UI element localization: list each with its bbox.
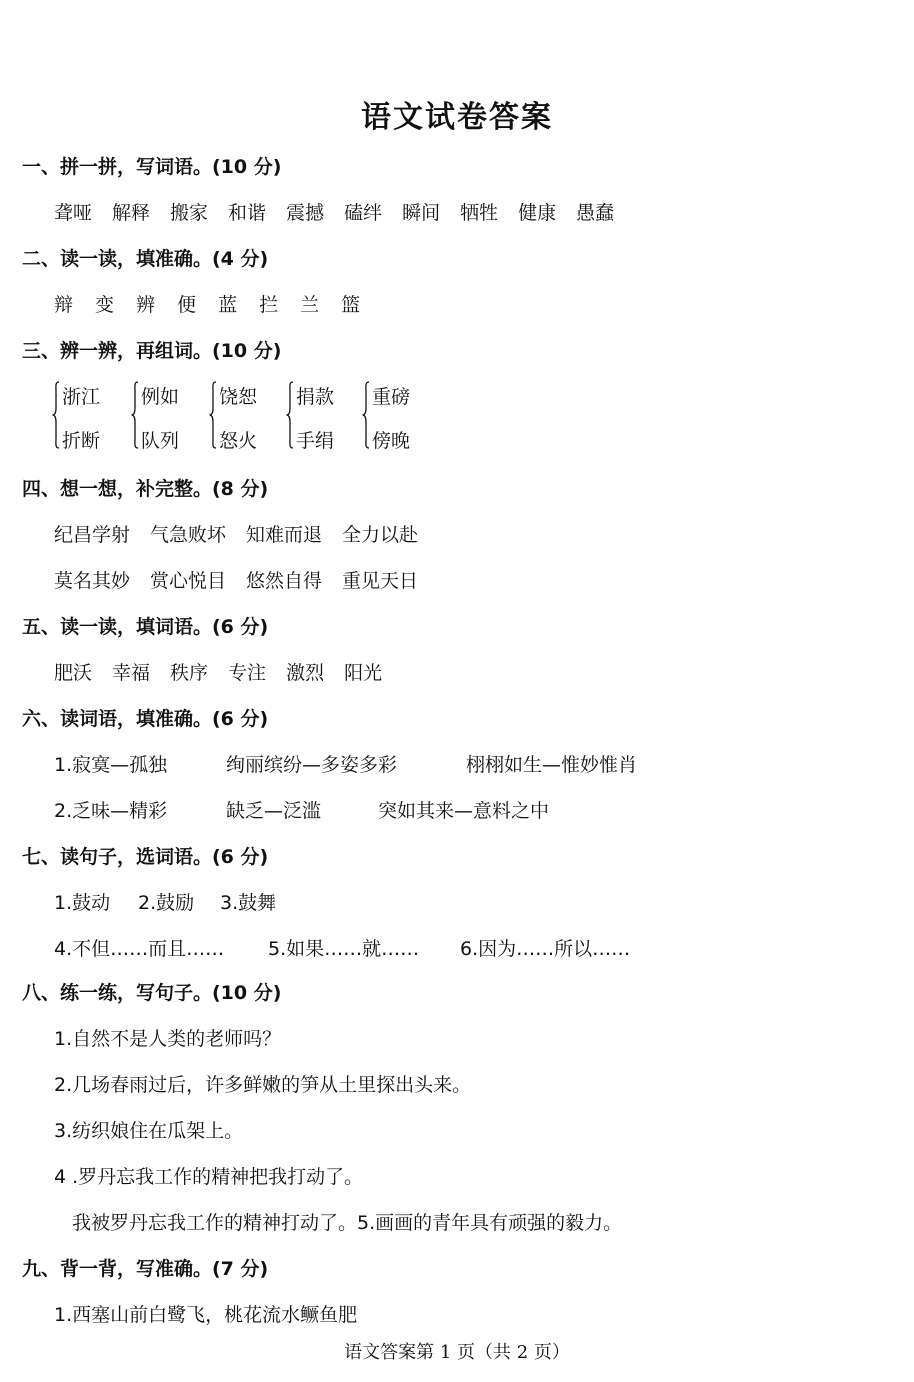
idiom: 重见天日 bbox=[342, 570, 419, 592]
answer-char: 变 bbox=[95, 294, 115, 316]
answer-word: 愚蠢 bbox=[576, 202, 615, 224]
section-heading-6: 六、读词语，填准确。(6 分) bbox=[22, 708, 269, 730]
answer-line bbox=[226, 796, 321, 823]
word-pair-group bbox=[209, 380, 289, 452]
page-footer: 语文答案第 1 页（共 2 页） bbox=[344, 1342, 570, 1363]
answer-words-5 bbox=[54, 658, 402, 685]
word-pair-answer: 突如其来—意料之中 bbox=[378, 800, 550, 822]
word-pair-group bbox=[131, 380, 211, 452]
section-heading-4: 四、想一想，补完整。(8 分) bbox=[22, 478, 269, 500]
sentence-answer: 3.纺织娘住在瓜架上。 bbox=[54, 1120, 244, 1142]
answer-word: 和谐 bbox=[228, 202, 267, 224]
pair-top-word: 饶恕 bbox=[219, 386, 258, 408]
idiom: 全力以赴 bbox=[342, 524, 419, 546]
answer-word: 瞬间 bbox=[402, 202, 441, 224]
answer-word: 专注 bbox=[228, 662, 267, 684]
idiom: 气急败坏 bbox=[150, 524, 227, 546]
answer-char: 蓝 bbox=[218, 294, 238, 316]
idiom: 赏心悦目 bbox=[150, 570, 227, 592]
answer-line bbox=[220, 888, 276, 915]
answer-word: 震撼 bbox=[286, 202, 325, 224]
conjunction-answer: 5.如果……就…… bbox=[268, 938, 420, 960]
answer-word: 牺牲 bbox=[460, 202, 499, 224]
answer-char: 辩 bbox=[54, 294, 74, 316]
answer-words-1 bbox=[54, 198, 634, 225]
answer-line bbox=[138, 888, 194, 915]
word-pair-group bbox=[362, 380, 442, 452]
answer-chars-2 bbox=[54, 290, 382, 317]
pair-top-word: 例如 bbox=[141, 386, 180, 408]
curly-brace-icon bbox=[52, 380, 60, 450]
sentence-answer: 我被罗丹忘我工作的精神打动了。5.画画的青年具有顽强的毅力。 bbox=[72, 1212, 623, 1234]
answer-line bbox=[226, 750, 397, 777]
word-pair-answer: 缺乏—泛滥 bbox=[226, 800, 322, 822]
idiom: 悠然自得 bbox=[246, 570, 323, 592]
answer-line bbox=[466, 750, 637, 777]
pair-bottom-word: 手绢 bbox=[296, 430, 335, 452]
section-heading-8: 八、练一练，写句子。(10 分) bbox=[22, 982, 282, 1004]
curly-brace-icon bbox=[209, 380, 217, 450]
answer-char: 篮 bbox=[341, 294, 361, 316]
answer-word: 健康 bbox=[518, 202, 557, 224]
section-heading-5: 五、读一读，填词语。(6 分) bbox=[22, 616, 269, 638]
section-heading-3: 三、辨一辨，再组词。(10 分) bbox=[22, 340, 282, 362]
section-heading-2: 二、读一读，填准确。(4 分) bbox=[22, 248, 269, 270]
word-pair-answer: 绚丽缤纷—多姿多彩 bbox=[226, 754, 398, 776]
page-title: 语文试卷答案 bbox=[361, 100, 553, 135]
idiom-row-1 bbox=[54, 520, 438, 547]
idiom: 知难而退 bbox=[246, 524, 323, 546]
answer-line bbox=[54, 888, 110, 915]
pair-bottom-word: 怒火 bbox=[219, 430, 258, 452]
pair-top-word: 重磅 bbox=[372, 386, 411, 408]
section-heading-7: 七、读句子，选词语。(6 分) bbox=[22, 846, 269, 868]
idiom: 莫名其妙 bbox=[54, 570, 131, 592]
curly-brace-icon bbox=[131, 380, 139, 450]
answer-word: 搬家 bbox=[170, 202, 209, 224]
choice-answer: 1.鼓动 bbox=[54, 892, 111, 914]
answer-line bbox=[268, 934, 419, 961]
conjunction-answer: 6.因为……所以…… bbox=[460, 938, 631, 960]
curly-brace-icon bbox=[286, 380, 294, 450]
pair-top-word: 浙江 bbox=[62, 386, 101, 408]
answer-word: 幸福 bbox=[112, 662, 151, 684]
answer-word: 激烈 bbox=[286, 662, 325, 684]
pair-bottom-word: 折断 bbox=[62, 430, 101, 452]
answer-line bbox=[378, 796, 549, 823]
answer-line bbox=[460, 934, 630, 961]
section-heading-9: 九、背一背，写准确。(7 分) bbox=[22, 1258, 269, 1280]
sentence-answer: 2.几场春雨过后，许多鲜嫩的笋从土里探出头来。 bbox=[54, 1074, 472, 1096]
answer-char: 拦 bbox=[259, 294, 279, 316]
choice-answer: 3.鼓舞 bbox=[220, 892, 277, 914]
word-pair-answer: 1.寂寞—孤独 bbox=[54, 754, 168, 776]
answer-line bbox=[54, 750, 167, 777]
section-heading-1: 一、拼一拼，写词语。(10 分) bbox=[22, 156, 282, 178]
answer-word: 解释 bbox=[112, 202, 151, 224]
word-pair-group bbox=[52, 380, 132, 452]
answer-char: 便 bbox=[177, 294, 197, 316]
answer-word: 秩序 bbox=[170, 662, 209, 684]
word-pair-answer: 栩栩如生—惟妙惟肖 bbox=[466, 754, 638, 776]
idiom-row-2 bbox=[54, 566, 438, 593]
answer-word: 聋哑 bbox=[54, 202, 93, 224]
curly-brace-icon bbox=[362, 380, 370, 450]
answer-line bbox=[54, 934, 224, 961]
conjunction-answer: 4.不但……而且…… bbox=[54, 938, 225, 960]
answer-char: 兰 bbox=[300, 294, 320, 316]
word-pair-group bbox=[286, 380, 366, 452]
word-pair-answer: 2.乏味—精彩 bbox=[54, 800, 168, 822]
choice-answer: 2.鼓励 bbox=[138, 892, 195, 914]
pair-bottom-word: 傍晚 bbox=[372, 430, 411, 452]
answer-line bbox=[54, 796, 167, 823]
idiom: 纪昌学射 bbox=[54, 524, 131, 546]
answer-word: 肥沃 bbox=[54, 662, 93, 684]
pair-bottom-word: 队列 bbox=[141, 430, 180, 452]
answer-word: 阳光 bbox=[344, 662, 383, 684]
sentence-answer: 1.自然不是人类的老师吗？ bbox=[54, 1028, 282, 1050]
answer-char: 辨 bbox=[136, 294, 156, 316]
poem-answer: 1.西塞山前白鹭飞，桃花流水鳜鱼肥 bbox=[54, 1304, 358, 1326]
answer-word: 磕绊 bbox=[344, 202, 383, 224]
pair-top-word: 捐款 bbox=[296, 386, 335, 408]
sentence-answer: 4 .罗丹忘我工作的精神把我打动了。 bbox=[54, 1166, 364, 1188]
